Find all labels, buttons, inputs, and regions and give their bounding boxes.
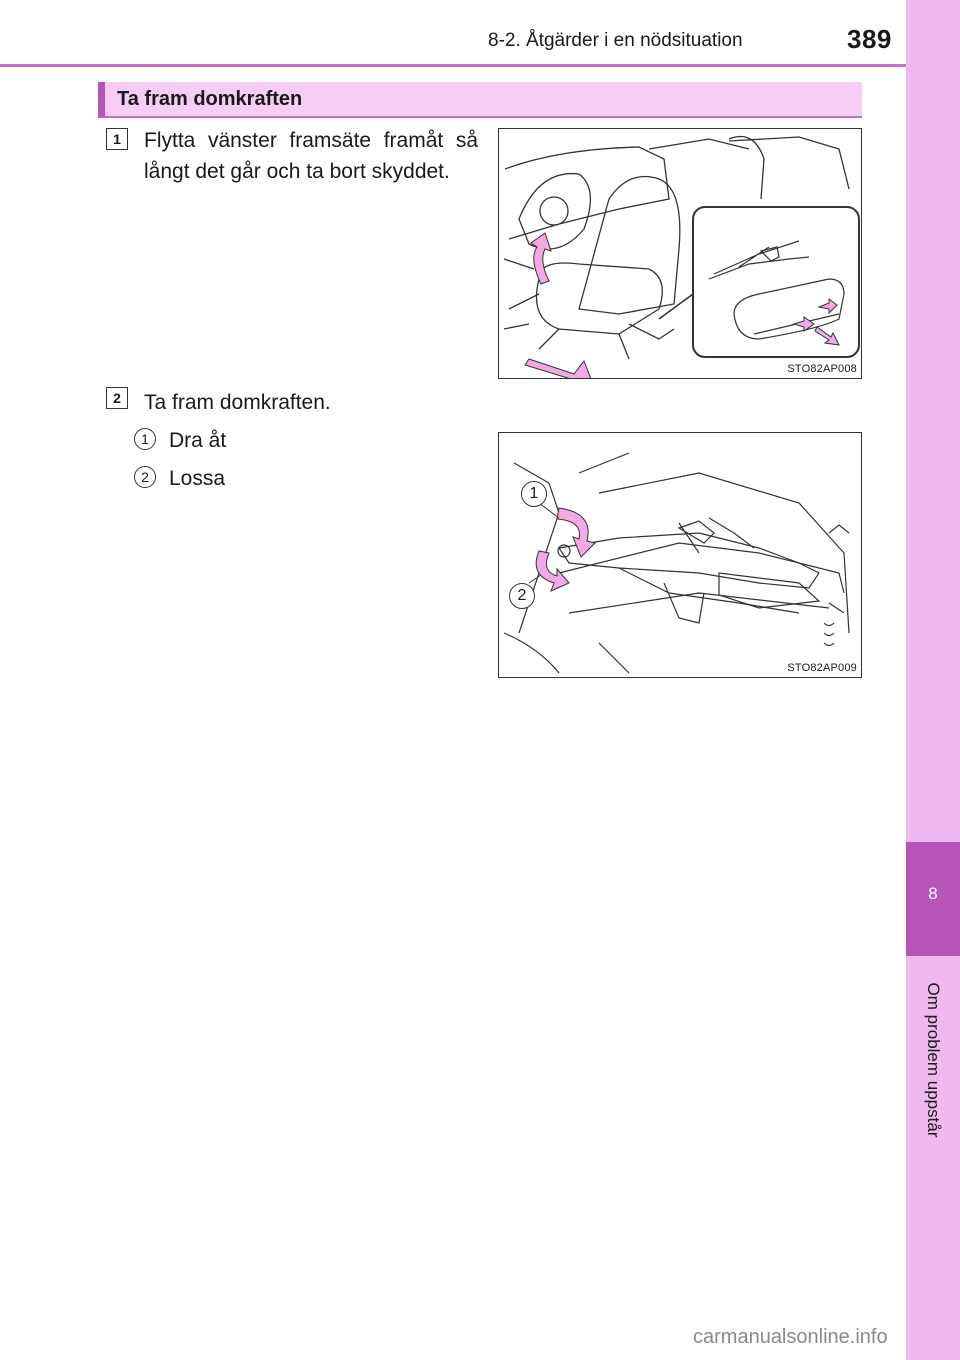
slide-forward-arrow-icon bbox=[525, 359, 591, 379]
figure-code-1: STO82AP008 bbox=[787, 363, 857, 375]
figure-seat-removal bbox=[498, 128, 862, 379]
chapter-number-tab bbox=[906, 842, 960, 956]
step-number-2: 2 bbox=[106, 387, 128, 409]
jack-illustration bbox=[499, 433, 862, 678]
figure-callout-1: 1 bbox=[521, 481, 547, 507]
step-number-1: 1 bbox=[106, 128, 128, 150]
substep-number-2: 2 bbox=[134, 466, 156, 488]
section-title: Ta fram domkraften bbox=[117, 88, 303, 110]
figure-code-2: STO82AP009 bbox=[787, 662, 857, 674]
step-2-text: Ta fram domkraften. bbox=[144, 391, 331, 414]
side-tab bbox=[906, 0, 960, 1360]
chapter-label: Om problem uppstår bbox=[924, 982, 943, 1138]
substep-1-text: Dra åt bbox=[169, 429, 227, 452]
section-title-bar bbox=[98, 82, 862, 118]
header-divider bbox=[0, 64, 906, 67]
header-section-title: 8-2. Åtgärder i en nödsituation bbox=[488, 30, 743, 51]
watermark: carmanualsonline.info bbox=[693, 1326, 888, 1348]
substep-2-text: Lossa bbox=[169, 467, 226, 490]
step-1-text: Flytta vänster framsäte framåt så långt det går och ta bort skyddet. bbox=[144, 129, 478, 183]
substep-number-1: 1 bbox=[134, 428, 156, 450]
chapter-number: 8 bbox=[928, 884, 938, 903]
tighten-arrow-icon bbox=[557, 508, 595, 557]
page-number: 389 bbox=[847, 24, 892, 54]
lift-arrow-icon bbox=[531, 233, 551, 284]
figure-jack-removal bbox=[498, 432, 862, 678]
figure-callout-2: 2 bbox=[509, 583, 535, 609]
seat-illustration bbox=[499, 129, 862, 379]
